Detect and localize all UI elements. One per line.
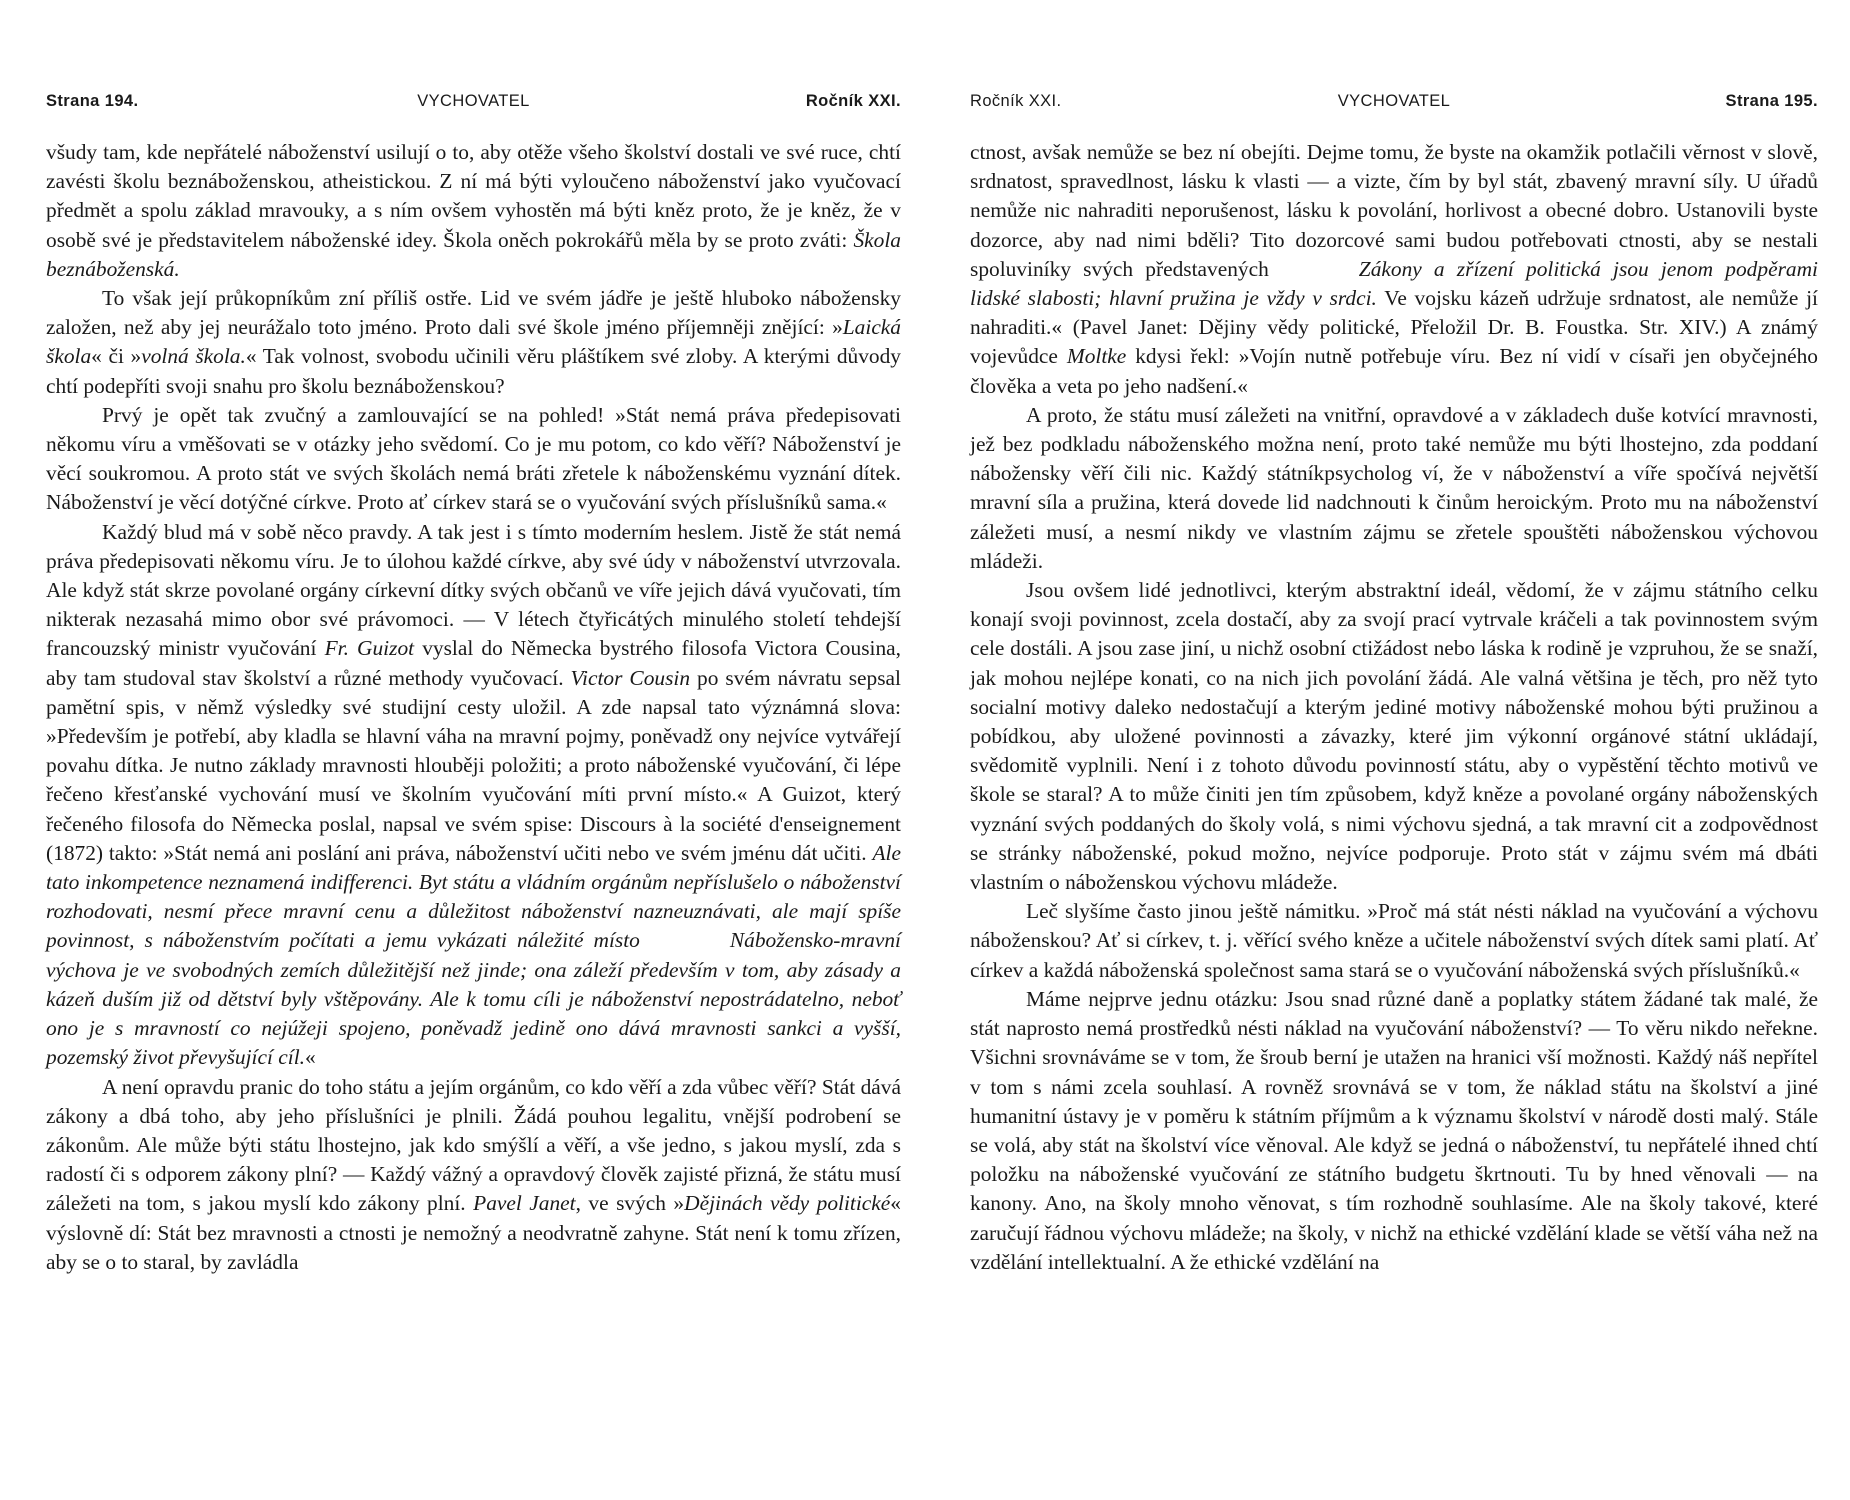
body-text: Leč slyšíme často jinou ještě námitku. »Proč má stát nésti náklad na vyučování a výchovu náboženskou? Ať si církev, t. j. věřící svého kněze a učitele náboženství svých dítek sami platí. Ať církev a každá náboženská společnost sama stará se o vyučování náboženská svých příslušníků.«: [970, 899, 1818, 982]
left-page-number: Strana 194.: [46, 92, 139, 110]
italic-text: Fr. Guizot: [324, 636, 415, 661]
left-page-body: [46, 138, 901, 1277]
italic-text: Victor Cousin: [570, 665, 691, 690]
right-page-number: Strana 195.: [1725, 92, 1818, 110]
paragraph: [46, 284, 901, 401]
right-journal-title: VYCHOVATEL: [1337, 92, 1451, 110]
italic-text: Ale tato inkompetence neznamená indifferenci. Byt státu a vládním orgánům nepříslušelo o náboženství rozhodovati, nesmí přece mravní cenu a důležitost náboženství nazneuznávati, ale mají spíše povinnost, s náboženstvím počítati a jemu vykázati náležité místo: [46, 840, 901, 953]
body-text: kdysi řekl: »Vojín nutně potřebuje víru. Bez ní vidí v císaři jen obyčejného člověka a veta po jeho nadšení.«: [970, 344, 1819, 398]
paragraph: [970, 576, 1818, 897]
paragraph: [46, 401, 901, 518]
body-text: « výslovně dí: Stát bez mravnosti a ctnosti je nemožný a neodvratně zahyne. Stát není k tomu zřízen, aby se o to staral, by zavládla: [46, 1191, 901, 1274]
italic-text: Zákony a zřízení politická jsou jenom podpěrami lidské slabosti; hlavní pružina je vždy v srdci.: [970, 256, 1818, 311]
body-text: vyslal do Německa bystrého filosofa Victora Cousina, aby tam studoval stav školství a různé methody vyučovací.: [46, 636, 902, 690]
paragraph: [970, 401, 1818, 576]
body-text: A proto, že státu musí záležeti na vnitřní, opravdové a v základech duše kotvící mravnosti, jež bez podkladu náboženského možna není, proto také nemůže mu býti lhostejno, zda poddaní nábožensky věří čili nic. Každý státníkpsycholog ví, že v náboženství a víře spočívá největší mravní síla a pružina, která dovede lid nadchnouti k činům heroickým. Proto mu na náboženství záležeti musí, a nesmí nikdy ve vlastním zájmu se zřetele spouštěti náboženskou výchovou mládeži.: [970, 402, 1818, 573]
right-volume: Ročník XXI.: [970, 92, 1062, 110]
body-text: Ve vojsku kázeň udržuje srdnatost, ale nemůže jí nahraditi.« (Pavel Janet: Dějiny vědy politické, Přeložil Dr. B. Foustka. Str. XIV.) A známý vojevůdce: [970, 286, 1818, 369]
body-text: , ve svých »: [575, 1191, 685, 1216]
italic-text: Moltke: [1066, 344, 1127, 369]
left-page: [46, 92, 901, 1277]
italic-text: Pavel Janet: [473, 1191, 576, 1216]
body-text: Máme nejprve jednu otázku: Jsou snad různé daně a poplatky státem žádané tak malé, že stát naprosto nemá prostředků nésti náklad na vyučování náboženství? — To věru nikdo neřekne. Všichni srovnáváme se v tom, že šroub berní je utažen na hranici vší možnosti. Každý náš nepřítel v tom s námi zcela souhlasí. A rovněž srovnává se v tom, že náklad státu na školství a jiné humanitní ústavy je v poměru k státním příjmům a k významu školství v národě dosti malý. Stále se volá, aby stát na školství více věnoval. Ale když se jedná o náboženství, tu nepřátelé ihned chtí položku na náboženské vyučování ze státního budgetu škrtnouti. Tu by hned věnovali — na kanony. Ano, na školy mnoho věnovat, s tím rozhodně souhlasíme. Ale na školy takové, které zaručují řádnou výchovu mládeže; na školy, v nichž na ethické vzdělání klade se větší váha než na vzdělání intellektualní. A že ethické vzdělání na: [970, 986, 1818, 1274]
left-volume: Ročník XXI.: [805, 92, 901, 110]
body-text: Prvý je opět tak zvučný a zamlouvající se na pohled! »Stát nemá práva předepisovati někomu víru a vměšovati se v otázky jeho svědomí. Co je mu potom, co kdo věří? Náboženství je věcí soukromou. A proto stát ve svých školách nemá bráti zřetele k náboženskému vyznání dítek. Náboženství je věcí dotýčné církve. Proto ať církev stará se o vyučování svých příslušníků sama.«: [46, 402, 901, 515]
body-text: všudy tam, kde nepřátelé náboženství usilují o to, aby otěže všeho školství dostali ve své ruce, chtí zavésti školu beznáboženskou, atheistickou. Z ní má býti vyloučeno náboženství jako vyučovací předmět a spolu základ mravouky, a s ním ovšem vyhostěn má býti kněz proto, že je kněz, že v osobě své je představitelem náboženské idey. Škola oněch pokrokářů měla by se proto zváti:: [46, 140, 901, 252]
body-text: A není opravdu pranic do toho státu a jejím orgánům, co kdo věří a zda vůbec věří? Stát dává zákony a dbá toho, aby jeho příslušníci je plnili. Žádá pouhou legalitu, vnější podrobení se zákonům. Ale může býti státu lhostejno, jak kdo smýšlí a věří, a vše jedno, s jakou myslí, zda s radostí či s odporem zákony plní? — Každý vážný a opravdový člověk zajisté přizná, že státu musí záležeti na tom, s jakou myslí kdo zákony plní.: [46, 1074, 901, 1216]
right-page-body: [970, 138, 1818, 1277]
italic-text: Škola beznáboženská.: [46, 227, 901, 281]
right-page: [970, 92, 1818, 1277]
body-text: po svém návratu sepsal pamětní spis, v němž výsledky své studijní cesty uložil. A zde napsal tato význámná slova: »Především je potřebí, aby kladla se hlavní váha na mravní pojmy, poněvadž ony nejvíce vytvářejí povahu dítka. Je nutno základy mravnosti hlouběji položiti; a proto náboženské vyučování, či lépe řečeno křesťanské vychování musí ve školním vyučování míti první místo.« A Guizot, který řečeného filosofa do Německa poslal, napsal ve svém spise: Discours à la société d'enseignement (1872) takto: »Stát nemá ani poslání ani práva, náboženství učiti nebo ve svém jménu dát učiti.: [46, 665, 901, 865]
body-text: Každý blud má v sobě něco pravdy. A tak jest i s tímto moderním heslem. Jistě že stát nemá práva předepisovati někomu víru. Je to úlohou každé církve, aby své údy v náboženství utvrzovala. Ale když stát skrze povolané orgány církevní dítky svých občanů ve víře jejich dává vyučovati, tím nikterak nezasahá mimo obor své právomoci. — V létech čtyřicátých minulého století tehdejší francouzský ministr vyučování: [46, 519, 901, 661]
paragraph: [46, 1073, 901, 1277]
left-journal-title: VYCHOVATEL: [417, 92, 530, 110]
paragraph: [970, 897, 1818, 985]
paragraph: [970, 138, 1818, 401]
body-text: To však její průkopníkům zní příliš ostře. Lid ve svém jádře je ještě hluboko nábožensky založen, než aby jej neurážalo toto jméno. Proto dali své škole jméno příjemněji znějící: »: [46, 286, 901, 340]
italic-text: volná škola.: [141, 344, 246, 369]
body-text: ctnost, avšak nemůže se bez ní obejíti. Dejme tomu, že byste na okamžik potlačili věrnost v slově, srdnatost, spravedlnost, lásku k vlasti — a vizte, čím by byl stát, zbavený mravní síly. U úřadů nemůže nic nahraditi neporušenost, lásku k povolání, horlivost a obecné dobro. Ustanovili byste dozorce, aby nad nimi bděli? Tito dozorcové sami budou potřebovati ctnosti, aby se nestali spoluviníky svých představených: [970, 140, 1818, 281]
body-text: « či »: [91, 344, 142, 369]
italic-text: Nábožensko-mravní výchova je ve svobodných zemích důležitější než jinde; ona záleží především v tom, aby zásady a kázeň duším již od dětství byly vštěpovány. Ale k tomu cíli je náboženství nepostrádatelno, neboť ono je s mravností co nejúžeji spojeno, poněvadž jedině ono dává mravnosti sankci a vyšší, pozemský život převyšující cíl.: [46, 928, 901, 1070]
body-text: Jsou ovšem lidé jednotlivci, kterým abstraktní ideál, vědomí, že v zájmu státního celku konají svoji povinnost, zcela dostačí, aby za svojí prací vytrvale kráčeli a tak povinnostem svým cele dostáli. A jsou zase jiní, u nichž osobní ctižádost nebo láska k rodině je vzpruhou, že se snaží, jak mohou nejlépe konati, co na nich jich povolání žádá. Ale valná většina je těch, pro něž tyto socialní motivy daleko nedostačují a kterým jediné motivy náboženské mohou býti pružinou a pobídkou, aby uložené povinnosti a závazky, které jim výkonní orgánové státní ukládají, svědomitě vyplnili. Není i z tohoto důvodu povinností státu, aby o vypěstění těchto motivů ve škole se staral? A to může činiti jen tím způsobem, když kněze a povolané orgány náboženských vyznání svých poddaných do školy volá, s nimi výchovu sjedná, a tak mravní cit a zodpovědnost se stránky náboženské, pokud možno, nejvíce podporuje. Proto stát v zájmu svém má dbáti vlastním o náboženskou výchovu mládeže.: [970, 578, 1818, 895]
body-text: « Tak volnost, svobodu učinili věru pláštíkem své zloby. A kterými důvody chtí podepříti svoji snahu pro školu beznáboženskou?: [46, 344, 902, 398]
right-page-header: [970, 92, 1818, 126]
left-page-header: [46, 92, 901, 126]
italic-text: Dějinách vědy politické: [684, 1191, 891, 1216]
body-text: «: [305, 1045, 316, 1070]
paragraph: [970, 985, 1818, 1277]
paragraph: [46, 518, 901, 1073]
paragraph: [46, 138, 901, 284]
italic-text: Laická škola: [46, 315, 901, 369]
